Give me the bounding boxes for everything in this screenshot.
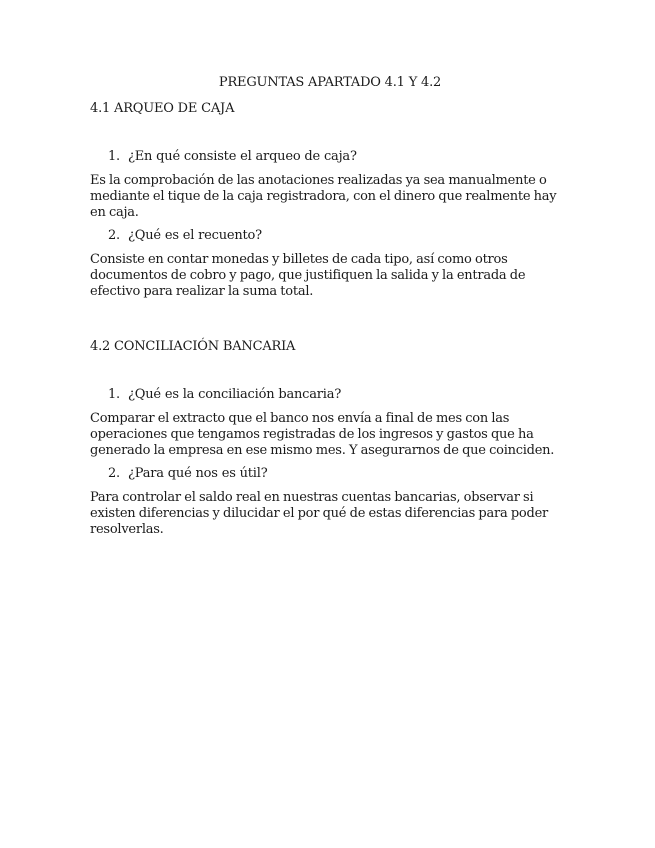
- answer-text: Para controlar el saldo real en nuestras cuentas bancarias, observar si existen diferencias y dilucidar el por qué de estas diferencias para poder resolverlas.: [90, 490, 548, 537]
- document-page: [90, 74, 570, 544]
- question-item: [90, 227, 570, 245]
- section-heading-arqueo: 4.1 ARQUEO DE CAJA: [90, 101, 235, 116]
- spacer: [90, 356, 570, 386]
- question-item: [90, 386, 570, 404]
- question-text: ¿Para qué nos es útil?: [128, 466, 268, 481]
- answer-text: Es la comprobación de las anotaciones realizadas ya sea manualmente o mediante el tique de la caja registradora, con el dinero que realmente hay en caja.: [90, 173, 557, 220]
- question-number: 1.: [107, 387, 120, 402]
- question-item: [90, 465, 570, 483]
- question-text: ¿En qué consiste el arqueo de caja?: [128, 149, 357, 164]
- section-heading-conciliacion: 4.2 CONCILIACIÓN BANCARIA: [90, 339, 296, 354]
- spacer: [90, 306, 570, 338]
- answer-text: Comparar el extracto que el banco nos envía a final de mes con las operaciones que tengamos registradas de los ingresos y gastos que ha generado la empresa en ese mismo mes. Y asegurarnos de que coinciden.: [90, 411, 555, 458]
- question-number: 2.: [107, 228, 120, 243]
- document-title: PREGUNTAS APARTADO 4.1 Y 4.2: [218, 75, 442, 90]
- question-text: ¿Qué es el recuento?: [128, 228, 262, 243]
- question-number: 2.: [107, 466, 120, 481]
- question-text: ¿Qué es la conciliación bancaria?: [128, 387, 342, 402]
- spacer: [90, 118, 570, 148]
- question-item: [90, 148, 570, 166]
- question-number: 1.: [107, 149, 120, 164]
- answer-text: Consiste en contar monedas y billetes de cada tipo, así como otros documentos de cobro y pago, que justifiquen la salida y la entrada de efectivo para realizar la suma total.: [90, 252, 526, 299]
